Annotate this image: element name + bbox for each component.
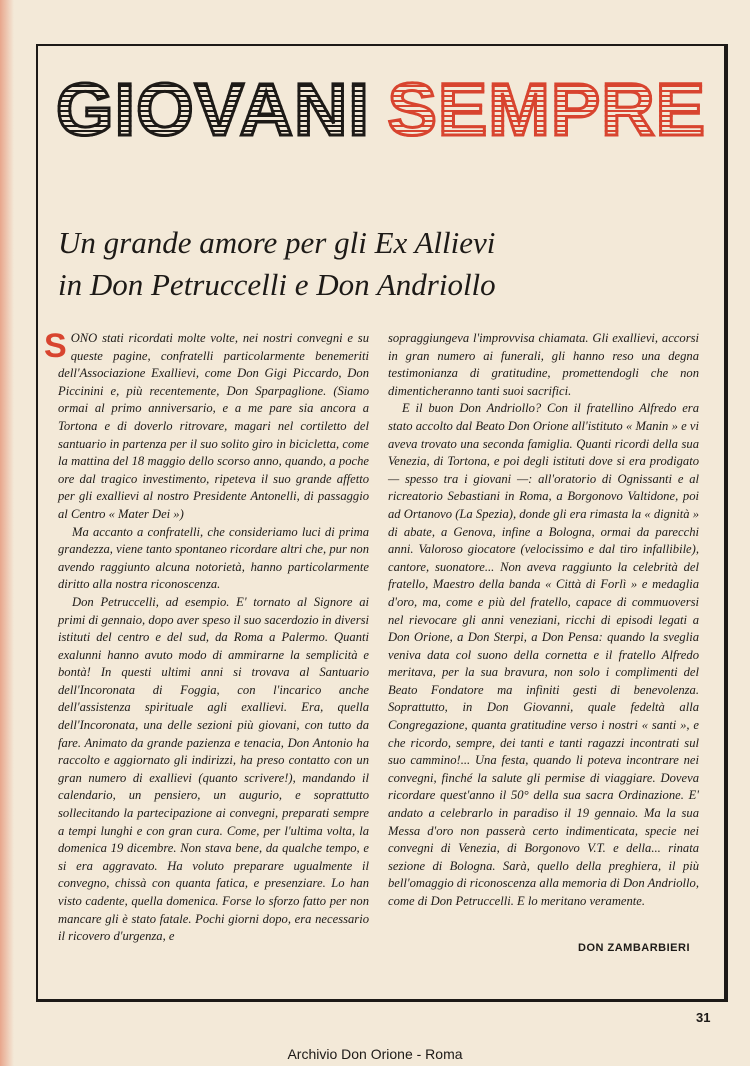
archive-footer: Archivio Don Orione - Roma xyxy=(287,1046,463,1062)
author-signature: DON ZAMBARBIERI xyxy=(578,942,690,954)
article-column-left xyxy=(44,327,369,946)
paragraph: Ma accanto a confratelli, che consideriamo luci di prima grandezza, viene tanto spontaneo ricordare altri che, pur non avendo raggiunto alcuna notorietà, hanno particolarmente diritto alla nostra riconoscenza. xyxy=(58,524,369,592)
paragraph-text: ONO stati ricordati molte volte, nei nostri convegni e su queste pagine, confratelli particolarmente benemeriti dell'Associazione Exallievi, come Don Gigi Piccardo, Don Piccinini e, più recentemente, Don Sparpaglione. (Siamo ormai al primo anniversario, e a me pare sia ancora a Tortona e di doverlo ritrovare, magari nel cortiletto del santuario in partenza per il suo solito giro in bicicletta, come la mattina del 18 maggio dello scorso anno, quando, a poche ore dal tragico investimento, ripeteva il suo grande affetto per gli exallievi al nostro Presidente Antonelli, di passaggio al Centro « Mater Dei ») xyxy=(58,331,369,521)
paragraph: E il buon Don Andriollo? Con il fratellino Alfredo era stato accolto dal Beato Don Orione all'istituto « Manin » e vi aveva trovato una seconda famiglia. Quanti ricordi della sua Venezia, di Tortona, e poi degli istituti dove si era prodigato — spesso tra i giovani —: all'oratorio di Ognissanti e al ricreatorio Sebastiani in Roma, a Borgonovo Valtidone, poi ad Ortanovo (La Spezia), donde gli era rimasta la « dignità » di abate, a Genova, infine a Bologna, ormai da parecchi anni. Valoroso giocatore (velocissimo e dal tiro infallibile), cantore, suonatore... Non aveva raggiunto la celebrità del fratello, Maestro della banda « Città di Forlì » e medaglia d'oro, ma, come e più del fratello, capace di commuoversi nel rievocare gli anni veneziani, ricchi di episodi legati a Don Orione, a Don Sterpi, a Don Pensa: quando la sveglia veniva data col suono della cornetta e il fratello Alfredo meritava, per la sua bravura, non solo i complimenti del Beato Fondatore ma infiniti gesti di benevolenza. Soprattutto, in Don Giovanni, quale fedeltà alla Congregazione, quanta gratitudine verso i nostri « santi », e che ricordo, sempre, dei tanti e tanti ragazzi incontrati sul suo cammino!... Una festa, quando li poteva incontrare nei convegni, finché la salute gli permise di viaggiare. Doveva ricordare quest'anno il 50° della sua sacra Ordinazione. E' andato a celebrarlo in paradiso il 19 gennaio. Ma la sua Messa d'oro non passerà certo indimenticata, specie nei convegni di Venezia, di Borgonovo V.T. e della... rinata sezione di Bologna. Sarà, quello della preghiera, il più bell'omaggio di riconoscenza alla memoria di Don Andriollo, come di Don Petruccelli. E lo meritano veramente. xyxy=(388,401,699,908)
subtitle-line-2: in Don Petruccelli e Don Andriollo xyxy=(58,267,496,302)
headline-word-giovani: GIOVANI xyxy=(56,68,370,151)
article-subtitle xyxy=(58,222,698,306)
headline-word-sempre: SEMPRE xyxy=(387,68,706,151)
article-column-right xyxy=(388,330,699,911)
paragraph: Don Petruccelli, ad esempio. E' tornato al Signore ai primi di gennaio, dopo aver speso il suo sacerdozio in diversi istituti del centro e del sud, da Roma a Palermo. Quanti exalunni hanno avuto modo di ammirarne la semplicità e bontà! In questi ultimi anni si trovava al Santuario dell'Incoronata di Foggia, con l'incarico anche dell'assistenza spirituale agli exallievi. Era, quella dell'Incoronata, una delle sezioni più giovani, con tutto da fare. Animato da grande pazienza e tenacia, Don Antonio ha raccolto e aggiornato gli indirizzi, ha preso contatto con un gran numero di exallievi (quanto scrivere!), mandando il calendario, un pensiero, un augurio, e soprattutto sollecitando la partecipazione ai convegni, preparati sempre a tempi lunghi e con gran cura. Come, per l'ultima volta, la domenica 19 dicembre. Non stava bene, da qualche tempo, e si era aggravato. Ha voluto preparare ugualmente il convegno, chissà con quanta fatica, e presenziare. Lo han visto cadente, quella domenica. Forse lo sforzo fatto per non mancare gli è stato fatale. Pochi giorni dopo, era necessario il ricovero d'urgenza, e xyxy=(58,594,369,944)
headline xyxy=(56,70,706,150)
drop-cap: S xyxy=(44,327,67,365)
page-number: 31 xyxy=(696,1010,711,1025)
paragraph: sopraggiungeva l'improvvisa chiamata. Gli exallievi, accorsi in gran numero ai funerali, gli hanno reso una degna testimonianza di gratitudine, promettendogli che non dimenticheranno tanti suoi sacrifici. xyxy=(388,331,699,398)
page-edge-shadow xyxy=(0,0,14,1066)
paragraph xyxy=(44,327,369,524)
subtitle-line-1: Un grande amore per gli Ex Allievi xyxy=(58,225,496,260)
